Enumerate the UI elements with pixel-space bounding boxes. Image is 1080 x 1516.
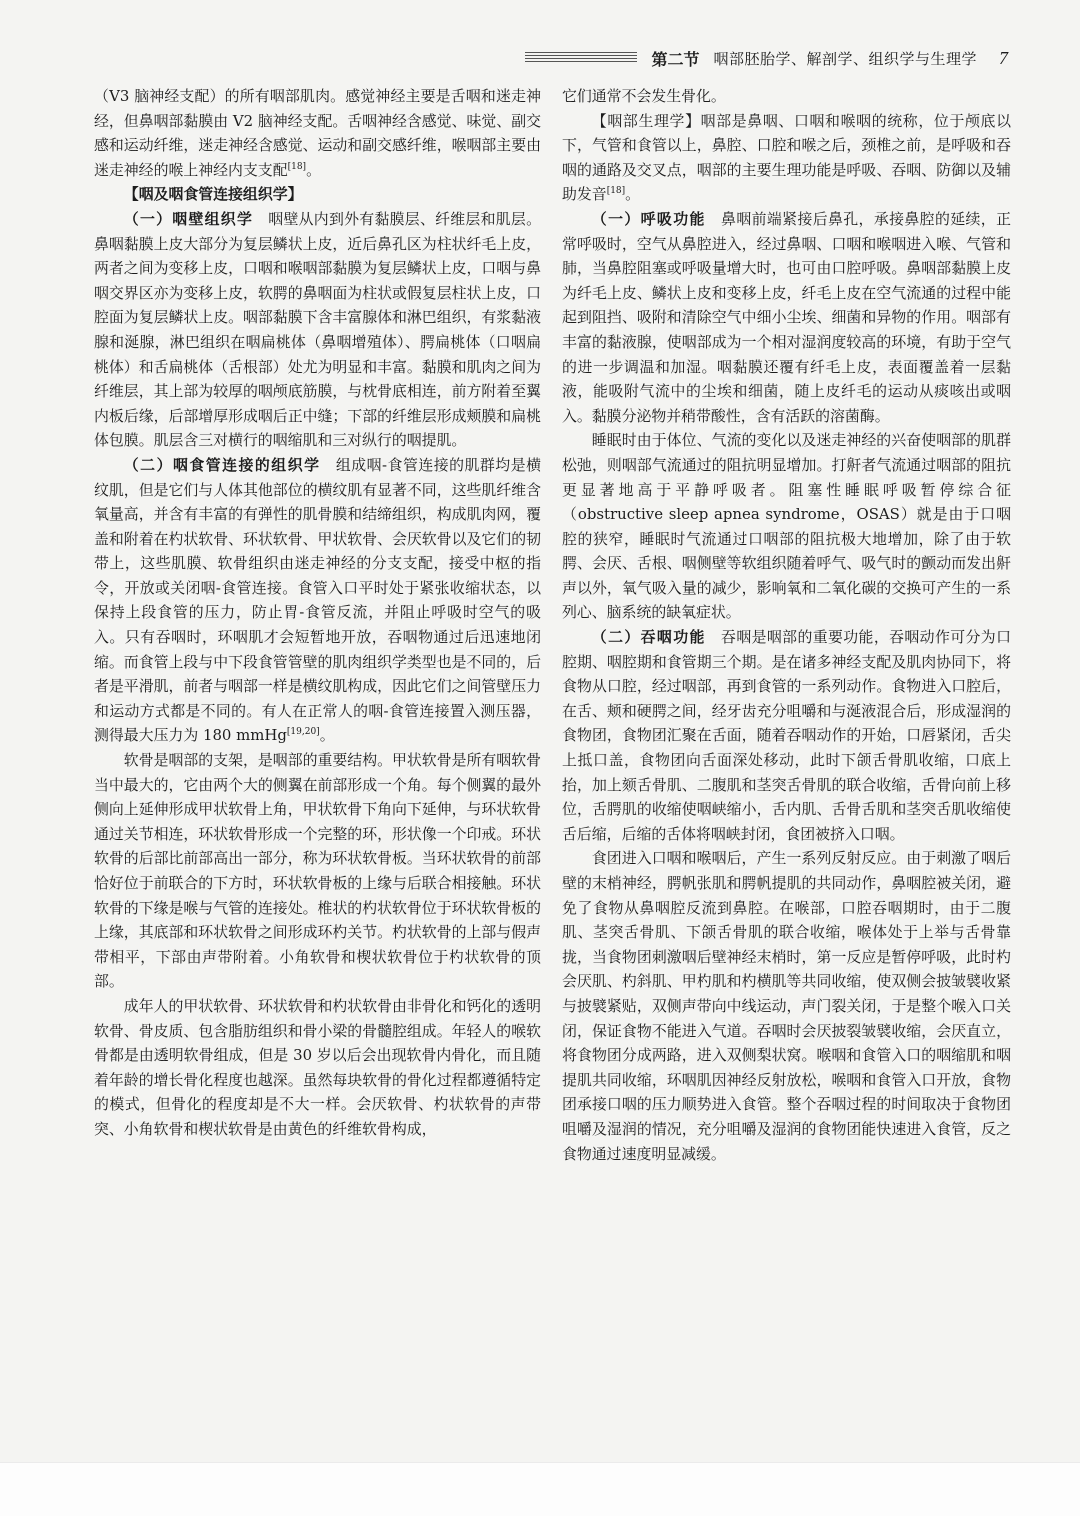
section-heading-histology: 【咽及咽食管连接组织学】	[123, 185, 303, 204]
subsection-label: （一）呼吸功能	[591, 209, 706, 228]
subsection-label: （二）咽食管连接的组织学	[123, 455, 321, 474]
paragraph-pharyngeal-wall-histology: （一）咽壁组织学 咽壁从内到外有黏膜层、纤维层和肌层。鼻咽黏膜上皮大部分为复层鳞状上皮，近后鼻孔区为柱状纤毛上皮，两者之间为变移上皮，口咽和喉咽部黏膜为复层鳞状上皮，口咽与鼻咽交界区亦为变移上皮，软腭的鼻咽面为柱状或假复层柱状上皮，口腔面为复层鳞状上皮。咽部黏膜下含丰富腺体和淋巴组织，有浆黏液腺和涎腺，淋巴组织在咽扁桃体（鼻咽增殖体）、腭扁桃体（口咽扁桃体）和舌扁桃体（舌根部）处尤为明显和丰富。黏膜和肌肉之间为纤维层，其上部为较厚的咽颅底筋膜，与枕骨底相连，前方附着至翼内板后缘，后部增厚形成咽后正中缝；下部的纤维层形成颊膜和扁桃体包膜。肌层含三对横行的咽缩肌和三对纵行的咽提肌。	[94, 209, 541, 450]
paragraph-bolus-reflex: 食团进入口咽和喉咽后，产生一系列反射反应。由于刺激了咽后壁的末梢神经，腭帆张肌和腭帆提肌的共同动作，鼻咽腔被关闭，避免了食物从鼻咽腔反流到鼻腔。在喉部，口腔吞咽期时，由于二腹肌、茎突舌骨肌、下颌舌骨肌的联合收缩，喉体处于上举与舌骨靠拢，当食物团刺激咽后壁神经末梢时，第一反应是暂停呼吸，此时杓会厌肌、杓斜肌、甲杓肌和杓横肌等共同收缩，使双侧会披皱襞收紧与披襞紧贴，双侧声带向中线运动，声门裂关闭，于是整个喉入口关闭，保证食物不能进入气道。吞咽时会厌披裂皱襞收缩，会厌直立，将食物团分成两路，进入双侧梨状窝。喉咽和食管入口的咽缩肌和咽提肌共同收缩，环咽肌因神经反射放松，喉咽和食管入口开放，食物团承接口咽的压力顺势进入食管。整个吞咽过程的时间取决于食物团咀嚼及湿润的情况，充分咀嚼及湿润的食物团能快速进入食管，反之食物通过速度明显减缓。	[562, 849, 1011, 1163]
header-decorative-rule	[525, 52, 637, 64]
citation-ref: [18]	[606, 186, 626, 197]
paragraph-nerve-supply: （V3 脑神经支配）的所有咽部肌肉。感觉神经主要是舌咽和迷走神经，但鼻咽部黏膜由 V2 脑神经支配。舌咽神经含感觉、味觉、副交感和运动纤维，迷走神经含感觉、运动和副交感纤维，喉咽部主要由迷走神经的喉上神经内支支配[18]。	[94, 87, 541, 179]
subsection-label: （二）吞咽功能	[591, 628, 706, 647]
paragraph-continuation: 它们通常不会发生骨化。	[562, 87, 726, 105]
subsection-label: （一）咽壁组织学	[123, 209, 254, 228]
paragraph-pharyngeal-physiology: 【咽部生理学】咽部是鼻咽、口咽和喉咽的统称，位于颅底以下，气管和食管以上，鼻腔、口腔和喉之后，颈椎之前，是呼吸和吞咽的通路及交叉点，咽部的主要生理功能是呼吸、吞咽、防御以及辅助发音[18]。	[562, 111, 1011, 204]
page-number: 7	[999, 47, 1008, 68]
citation-ref: [19,20]	[286, 727, 320, 738]
left-column	[94, 84, 541, 1142]
paragraph-swallowing-function: （二）吞咽功能 吞咽是咽部的重要功能，吞咽动作可分为口腔期、咽腔期和食管期三个期。是在诸多神经支配及肌肉协同下，将食物从口腔，经过咽部，再到食管的一系列动作。食物进入口腔后，在舌、颊和硬腭之间，经牙齿充分咀嚼和与涎液混合后，形成湿润的食物团，食物团汇聚在舌面，随着吞咽动作的开始，口唇紧闭，舌尖上抵口盖，食物团向舌面深处移动，此时下颌舌骨肌收缩，口底上抬，加上颏舌骨肌、二腹肌和茎突舌骨肌的联合收缩，舌骨向前上移位，舌腭肌的收缩使咽峡缩小，舌内肌、舌骨舌肌和茎突舌肌收缩使舌后缩，后缩的舌体将咽峡封闭，食团被挤入口咽。	[562, 628, 1011, 843]
right-column	[562, 84, 1011, 1166]
paragraph-sleep-osas: 睡眠时由于体位、气流的变化以及迷走神经的兴奋使咽部的肌群松弛，则咽部气流通过的阻抗明显增加。打鼾者气流通过咽部的阻抗更显著地高于平静呼吸者。阻塞性睡眠呼吸暂停综合征（obstructive sleep apnea syndrome，OSAS）就是由于口咽腔的狭窄，睡眠时气流通过口咽部的阻抗极大地增加，除了由于软腭、会厌、舌根、咽侧壁等软组织随着呼气、吸气时的颤动而发出鼾声以外，氧气吸入量的减少，影响氧和二氧化碳的交换可产生的一系列心、脑系统的缺氧症状。	[562, 431, 1011, 622]
running-header	[508, 44, 1008, 72]
paragraph-respiratory-function: （一）呼吸功能 鼻咽前端紧接后鼻孔，承接鼻腔的延续，正常呼吸时，空气从鼻腔进入，经过鼻咽、口咽和喉咽进入喉、气管和肺，当鼻腔阻塞或呼吸量增大时，也可由口腔呼吸。鼻咽部黏膜上皮为纤毛上皮、鳞状上皮和变移上皮，纤毛上皮在空气流通的过程中能起到阻挡、吸附和清除空气中细小尘埃、细菌和异物的作用。咽部有丰富的黏液腺，使咽部成为一个相对湿润度较高的环境，有助于空气的进一步调温和加湿。咽黏膜还覆有纤毛上皮，表面覆盖着一层黏液，能吸附气流中的尘埃和细菌，随上皮纤毛的运动从痰咳出或咽入。黏膜分泌物并稍带酸性，含有活跃的溶菌酶。	[562, 209, 1011, 425]
header-chapter-title: 咽部胚胎学、解剖学、组织学与生理学	[713, 49, 977, 68]
paragraph-pe-junction-histology: （二）咽食管连接的组织学 组成咽-食管连接的肌群均是横纹肌，但是它们与人体其他部位的横纹肌有显著不同，这些肌纤维含氧量高，并含有丰富的有弹性的肌骨膜和结缔组织，构成肌肉网，覆盖和附着在杓状软骨、环状软骨、甲状软骨、会厌软骨以及它们的韧带上，这些肌膜、软骨组织由迷走神经的分支支配，接受中枢的指令，开放或关闭咽-食管连接。食管入口平时处于紧张收缩状态，以保持上段食管的压力，防止胃-食管反流，并阻止呼吸时空气的吸入。只有吞咽时，环咽肌才会短暂地开放，吞咽物通过后迅速地闭缩。而食管上段与中下段食管管壁的肌肉组织学类型也是不同的，后者是平滑肌，前者与咽部一样是横纹肌构成，因此它们之间管壁压力和运动方式都是不同的。有人在正常人的咽-食管连接置入测压器，测得最大压力为 180 mmHg[19,20]。	[94, 455, 541, 745]
paragraph-cartilage: 软骨是咽部的支架，是咽部的重要结构。甲状软骨是所有咽软骨当中最大的，它由两个大的侧翼在前部形成一个角。每个侧翼的最外侧向上延伸形成甲状软骨上角，甲状软骨下角向下延伸，与环状软骨通过关节相连，环状软骨形成一个完整的环，形状像一个印戒。环状软骨的后部比前部高出一部分，称为环状软骨板。当环状软骨的前部恰好位于前联合的下方时，环状软骨板的上缘与后联合相接触。环状软骨的下缘是喉与气管的连接处。椎状的杓状软骨位于环状软骨板的上缘，其底部和环状软骨之间形成环杓关节。杓状软骨的上部与假声带相平，下部由声带附着。小角软骨和楔状软骨位于杓状软骨的顶部。	[94, 751, 541, 991]
paragraph-ossification: 成年人的甲状软骨、环状软骨和杓状软骨由非骨化和钙化的透明软骨、骨皮质、包含脂肪组织和骨小梁的骨髓腔组成。年轻人的喉软骨都是由透明软骨组成，但是 30 岁以后会出现软骨内骨化，而且随着年龄的增长骨化程度也越深。虽然每块软骨的骨化过程都遵循特定的模式，但骨化的程度却是不大一样。会厌软骨、杓状软骨的声带突、小角软骨和楔状软骨是由黄色的纤维软骨构成，	[94, 996, 541, 1138]
header-section-label: 第二节	[651, 49, 700, 69]
citation-ref: [18]	[287, 161, 307, 172]
page-bottom-margin	[0, 1462, 1080, 1516]
